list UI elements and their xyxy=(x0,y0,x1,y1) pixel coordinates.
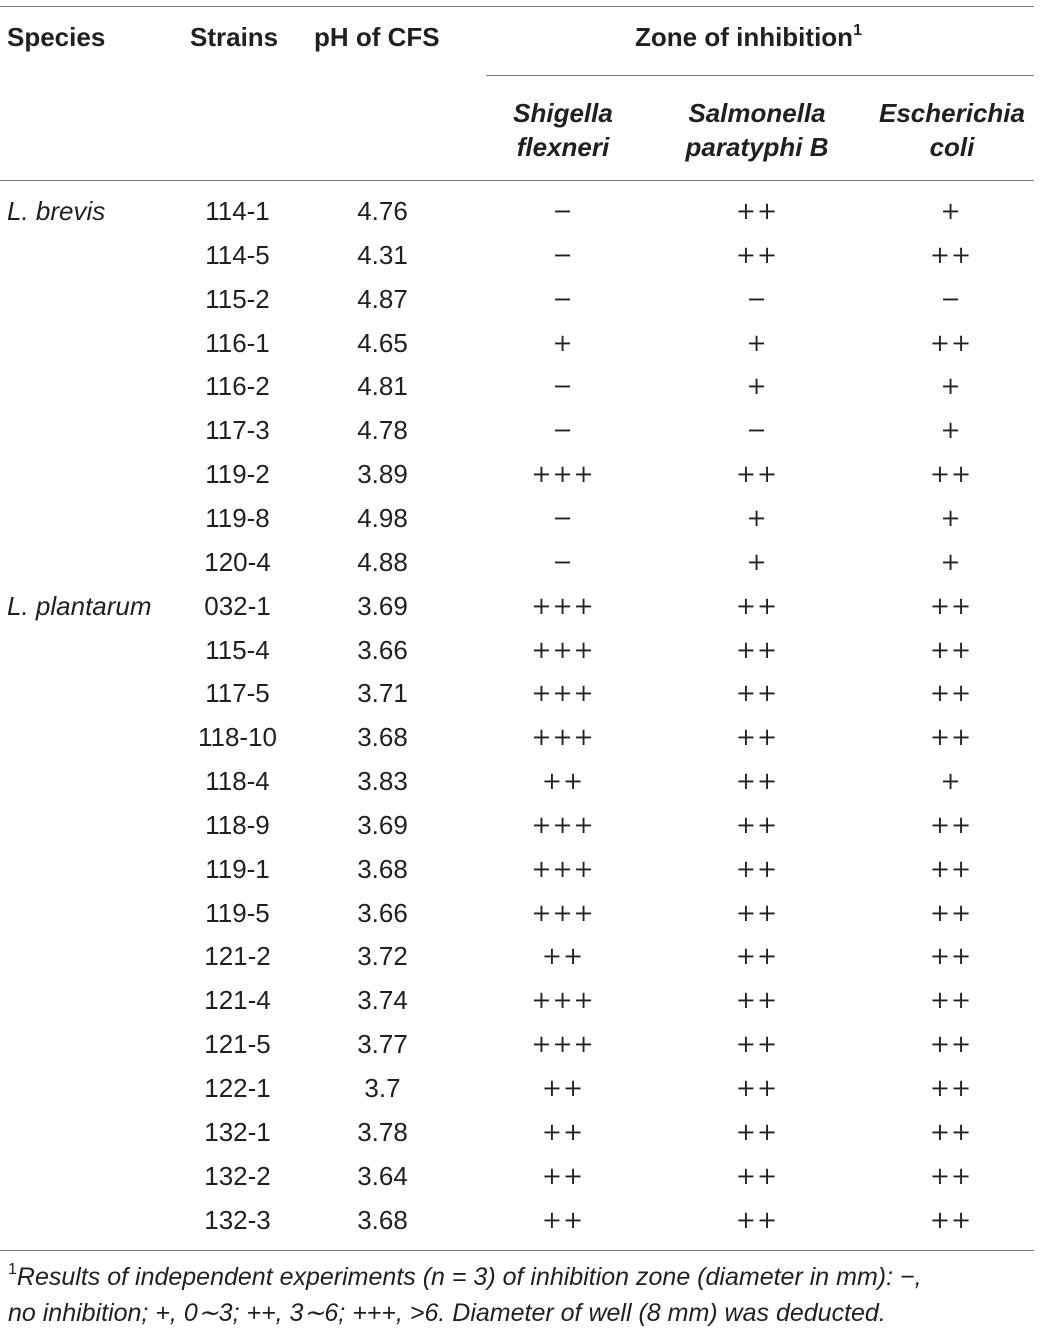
cell-ph: 3.77 xyxy=(357,1029,408,1060)
cell-salmonella: ++ xyxy=(735,1161,779,1190)
cell-salmonella: ++ xyxy=(735,1117,779,1146)
cell-strain: 118-4 xyxy=(205,766,270,797)
cell-ph: 3.7 xyxy=(364,1073,401,1103)
cell-ph: 3.68 xyxy=(357,853,408,884)
cell-ph: 3.72 xyxy=(357,941,408,972)
cell-strain: 121-5 xyxy=(204,1029,271,1060)
cell-salmonella: ++ xyxy=(735,723,779,752)
cell-shigella: − xyxy=(552,547,574,576)
cell-shigella: +++ xyxy=(531,679,595,708)
cell-shigella: ++ xyxy=(541,1205,585,1234)
header-salmonella-line1: Salmonella xyxy=(688,98,826,128)
cell-ecoli: ++ xyxy=(929,942,973,971)
cell-ph: 3.68 xyxy=(357,722,408,753)
cell-ecoli: ++ xyxy=(929,635,973,664)
cell-shigella: − xyxy=(552,416,574,445)
cell-ecoli: ++ xyxy=(929,1030,973,1059)
header-ph: pH of CFS xyxy=(314,22,440,52)
cell-salmonella: + xyxy=(746,547,768,576)
header-shigella-line2: flexneri xyxy=(516,132,610,162)
header-ecoli xyxy=(870,96,1034,164)
cell-ph: 3.89 xyxy=(357,459,408,490)
cell-ecoli: + xyxy=(940,767,962,796)
cell-shigella: +++ xyxy=(531,810,595,839)
cell-ph: 4.98 xyxy=(357,502,408,533)
cell-ph: 4.88 xyxy=(357,546,408,577)
cell-ph: 3.69 xyxy=(357,590,408,621)
cell-salmonella: ++ xyxy=(735,986,779,1015)
cell-ecoli: − xyxy=(940,284,962,313)
cell-strain: 118-9 xyxy=(205,809,270,840)
cell-ph: 4.65 xyxy=(357,327,408,358)
zone-underline xyxy=(486,75,1034,76)
cell-salmonella: + xyxy=(746,503,768,532)
cell-ph: 4.87 xyxy=(357,283,408,314)
cell-strain: 120-4 xyxy=(204,546,271,577)
cell-ph: 3.68 xyxy=(357,1204,408,1235)
cell-salmonella: ++ xyxy=(735,679,779,708)
cell-ph: 3.69 xyxy=(357,809,408,840)
cell-ecoli: ++ xyxy=(929,591,973,620)
cell-salmonella: ++ xyxy=(735,1074,779,1102)
cell-strain: 119-5 xyxy=(205,897,270,928)
cell-strain: 115-2 xyxy=(205,283,270,314)
header-bottom-rule xyxy=(0,180,1034,181)
cell-strain: 115-4 xyxy=(205,634,270,665)
cell-species: L. plantarum xyxy=(7,590,152,621)
table-bottom-rule xyxy=(0,1250,1034,1251)
cell-ecoli: + xyxy=(940,547,962,576)
cell-ecoli: ++ xyxy=(929,328,973,357)
cell-salmonella: − xyxy=(746,284,768,313)
footnote-marker: 1 xyxy=(8,1261,17,1278)
cell-strain: 121-4 xyxy=(204,985,271,1016)
cell-salmonella: ++ xyxy=(735,942,779,971)
cell-shigella: ++ xyxy=(541,1074,585,1102)
cell-shigella: +++ xyxy=(531,635,595,664)
cell-ecoli: + xyxy=(940,372,962,401)
cell-shigella: − xyxy=(552,372,574,401)
cell-shigella: ++ xyxy=(541,1161,585,1190)
cell-strain: 121-2 xyxy=(204,941,271,972)
cell-salmonella: ++ xyxy=(735,854,779,883)
cell-salmonella: + xyxy=(746,328,768,357)
cell-salmonella: ++ xyxy=(735,767,779,796)
cell-species: L. brevis xyxy=(7,196,106,226)
cell-ecoli: + xyxy=(940,503,962,532)
cell-strain: 132-3 xyxy=(204,1204,271,1235)
cell-ph: 3.71 xyxy=(357,678,408,709)
cell-salmonella: ++ xyxy=(735,197,779,225)
footnote-line1 xyxy=(8,1259,922,1299)
cell-salmonella: ++ xyxy=(735,635,779,664)
cell-shigella: +++ xyxy=(531,854,595,883)
cell-ph: 3.74 xyxy=(357,985,408,1016)
cell-ecoli: ++ xyxy=(929,810,973,839)
header-salmonella xyxy=(672,96,842,164)
footnote-line2: no inhibition; +, 0∼3; ++, 3∼6; +++, >6. Diameter of well (8 mm) was deducted. xyxy=(8,1299,886,1327)
cell-shigella: +++ xyxy=(531,1030,595,1059)
cell-ecoli: ++ xyxy=(929,723,973,752)
header-salmonella-line2: paratyphi B xyxy=(685,132,829,162)
cell-ecoli: + xyxy=(940,197,962,225)
cell-shigella: +++ xyxy=(531,723,595,752)
cell-ecoli: + xyxy=(940,416,962,445)
cell-ecoli: ++ xyxy=(929,1205,973,1234)
cell-salmonella: ++ xyxy=(735,591,779,620)
header-species: Species xyxy=(7,22,106,52)
cell-shigella: ++ xyxy=(541,1117,585,1146)
cell-ecoli: ++ xyxy=(929,460,973,489)
cell-ph: 3.66 xyxy=(357,634,408,665)
header-zone-footnote-marker: 1 xyxy=(853,22,862,39)
cell-ph: 4.76 xyxy=(357,196,408,226)
cell-strain: 114-1 xyxy=(205,196,270,226)
cell-shigella: − xyxy=(552,284,574,313)
header-shigella xyxy=(488,96,638,164)
cell-ph: 3.64 xyxy=(357,1160,408,1191)
cell-ph: 3.78 xyxy=(357,1116,408,1147)
cell-strain: 119-2 xyxy=(205,459,270,490)
cell-shigella: ++ xyxy=(541,942,585,971)
cell-strain: 132-2 xyxy=(204,1160,271,1191)
header-zone xyxy=(635,22,862,57)
cell-shigella: +++ xyxy=(531,986,595,1015)
cell-ecoli: ++ xyxy=(929,854,973,883)
cell-shigella: ++ xyxy=(541,767,585,796)
header-shigella-line1: Shigella xyxy=(513,98,613,128)
cell-strain: 114-5 xyxy=(205,239,270,270)
cell-salmonella: ++ xyxy=(735,1205,779,1234)
cell-strain: 117-5 xyxy=(205,678,270,709)
cell-ecoli: ++ xyxy=(929,1117,973,1146)
cell-shigella: +++ xyxy=(531,591,595,620)
header-zone-label: Zone of inhibition xyxy=(635,22,854,52)
cell-strain: 118-10 xyxy=(197,722,278,753)
cell-shigella: + xyxy=(552,328,574,357)
cell-salmonella: ++ xyxy=(735,810,779,839)
cell-ecoli: ++ xyxy=(929,1074,973,1102)
cell-strain: 132-1 xyxy=(204,1116,271,1147)
footnote-text-1: Results of independent experiments (n = 3) of inhibition zone (diameter in mm): −, xyxy=(16,1263,922,1291)
cell-salmonella: ++ xyxy=(735,898,779,927)
cell-ecoli: ++ xyxy=(929,1161,973,1190)
cell-ph: 3.83 xyxy=(357,766,408,797)
cell-ecoli: ++ xyxy=(929,240,973,269)
cell-strain: 119-1 xyxy=(205,853,270,884)
cell-strain: 119-8 xyxy=(205,502,270,533)
cell-strain: 116-1 xyxy=(205,327,270,358)
cell-ph: 4.81 xyxy=(357,371,408,402)
header-strains: Strains xyxy=(190,22,279,52)
cell-shigella: − xyxy=(552,503,574,532)
cell-shigella: − xyxy=(552,197,574,225)
cell-shigella: +++ xyxy=(531,460,595,489)
cell-salmonella: + xyxy=(746,372,768,401)
cell-ph: 4.31 xyxy=(357,239,408,270)
cell-ecoli: ++ xyxy=(929,898,973,927)
cell-strain: 117-3 xyxy=(205,415,270,446)
cell-strain: 032-1 xyxy=(204,590,271,621)
cell-strain: 116-2 xyxy=(205,371,270,402)
top-rule xyxy=(0,6,1034,7)
cell-shigella: +++ xyxy=(531,898,595,927)
cell-salmonella: − xyxy=(746,416,768,445)
cell-salmonella: ++ xyxy=(735,1030,779,1059)
cell-salmonella: ++ xyxy=(735,460,779,489)
cell-strain: 122-1 xyxy=(204,1073,271,1103)
cell-ph: 3.66 xyxy=(357,897,408,928)
header-ecoli-line2: coli xyxy=(929,132,975,162)
header-ecoli-line1: Escherichia xyxy=(879,98,1025,128)
cell-ph: 4.78 xyxy=(357,415,408,446)
cell-shigella: − xyxy=(552,240,574,269)
cell-ecoli: ++ xyxy=(929,986,973,1015)
cell-salmonella: ++ xyxy=(735,240,779,269)
cell-ecoli: ++ xyxy=(929,679,973,708)
